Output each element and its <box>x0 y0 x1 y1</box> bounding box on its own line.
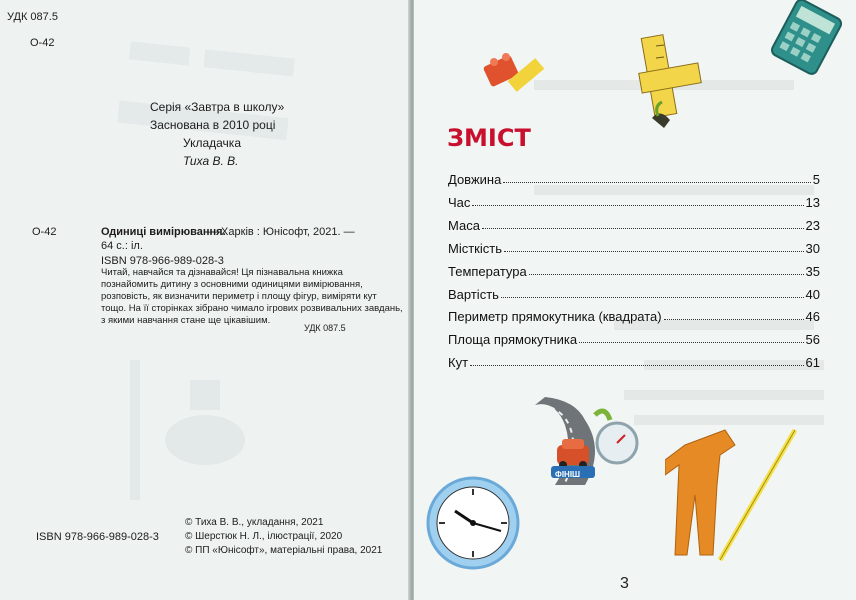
toc-title: ЗМІСТ <box>447 124 531 152</box>
toc-dots <box>529 274 804 275</box>
catalog-isbn: ISBN 978-966-989-028-3 <box>101 255 224 267</box>
toc-dots <box>470 365 804 366</box>
overalls-tape-icon <box>665 425 805 565</box>
copyright-line: © Тиха В. В., укладання, 2021 <box>185 517 324 528</box>
catalog-publisher-line: — Харків : Юнісофт, 2021. — <box>207 226 355 238</box>
toc-label: Вартість <box>448 287 499 302</box>
isbn-bottom: ISBN 978-966-989-028-3 <box>36 531 159 543</box>
toc-dots <box>472 205 803 206</box>
finish-sign: ФІНІШ <box>555 470 581 479</box>
toc-page: 13 <box>805 195 820 210</box>
toc-dots <box>501 297 804 298</box>
compiler: Тиха В. В. <box>183 154 239 168</box>
show-through-scale <box>160 360 270 480</box>
toc-row[interactable] <box>448 306 820 324</box>
toc-dots <box>503 182 810 183</box>
toc-row[interactable] <box>448 352 820 370</box>
annotation-line: тощо. На її сторінках зібрано чимало ігрових розвивальних завдань, <box>101 303 403 314</box>
toc-page: 5 <box>812 172 820 187</box>
toc-label: Температура <box>448 264 527 279</box>
series: Серія «Завтра в школу» <box>150 100 285 114</box>
toc-label: Маса <box>448 218 480 233</box>
toc-row[interactable] <box>448 215 820 233</box>
toc-label: Периметр прямокутника (квадрата) <box>448 309 662 324</box>
toc-page: 40 <box>805 287 820 302</box>
ruler-icon <box>630 28 710 138</box>
toc-dots <box>579 342 803 343</box>
toc-page: 30 <box>805 241 820 256</box>
catalog-udk: УДК 087.5 <box>304 323 346 333</box>
toc-row[interactable] <box>448 192 820 210</box>
founded: Заснована в 2010 році <box>150 118 276 132</box>
lego-block-icon <box>480 50 550 110</box>
catalog-mark: О-42 <box>32 226 57 238</box>
copyright-line: © ПП «Юнісофт», матеріальні права, 2021 <box>185 545 383 556</box>
author-mark: О-42 <box>30 37 55 49</box>
toc-row[interactable] <box>448 284 820 302</box>
toc-page: 61 <box>805 355 820 370</box>
toc-label: Місткість <box>448 241 502 256</box>
toc-page: 23 <box>805 218 820 233</box>
toc-page: 35 <box>805 264 820 279</box>
toc-row[interactable] <box>448 238 820 256</box>
show-through-ruler <box>126 360 146 500</box>
toc-label: Площа прямокутника <box>448 332 578 347</box>
clock-icon <box>425 475 521 571</box>
toc-page: 56 <box>805 332 820 347</box>
annotation-line: розповість, як визначити периметр і площу фігур, виміряти кут <box>101 291 377 302</box>
toc-dots <box>482 228 804 229</box>
toc-label: Час <box>448 195 471 210</box>
left-page <box>0 0 410 600</box>
calculator-icon <box>770 0 842 80</box>
toc-label: Довжина <box>448 172 502 187</box>
toc-dots <box>664 319 804 320</box>
toc-label: Кут <box>448 355 469 370</box>
toc-row[interactable] <box>448 261 820 279</box>
annotation-line: познайомить дитину з основними одиницями вимірювання, <box>101 279 363 290</box>
udk-code: УДК 087.5 <box>7 11 58 23</box>
compiler-label: Укладачка <box>183 136 241 150</box>
annotation-line: з якими навчання стане ще цікавішим. <box>101 315 271 326</box>
road-car-speedometer-icon <box>525 395 645 490</box>
page-number: 3 <box>620 575 629 592</box>
annotation-line: Читай, навчайся та дізнавайся! Ця пізнавальна книжка <box>101 267 343 278</box>
catalog-title: Одиниці вимірювання. <box>101 226 226 238</box>
copyright-line: © Шерстюк Н. Л., ілюстрації, 2020 <box>185 531 343 542</box>
toc-row[interactable] <box>448 329 820 347</box>
toc-row[interactable] <box>448 169 820 187</box>
toc-page: 46 <box>805 309 820 324</box>
toc-dots <box>504 251 804 252</box>
catalog-pages: 64 с.: іл. <box>101 240 143 252</box>
